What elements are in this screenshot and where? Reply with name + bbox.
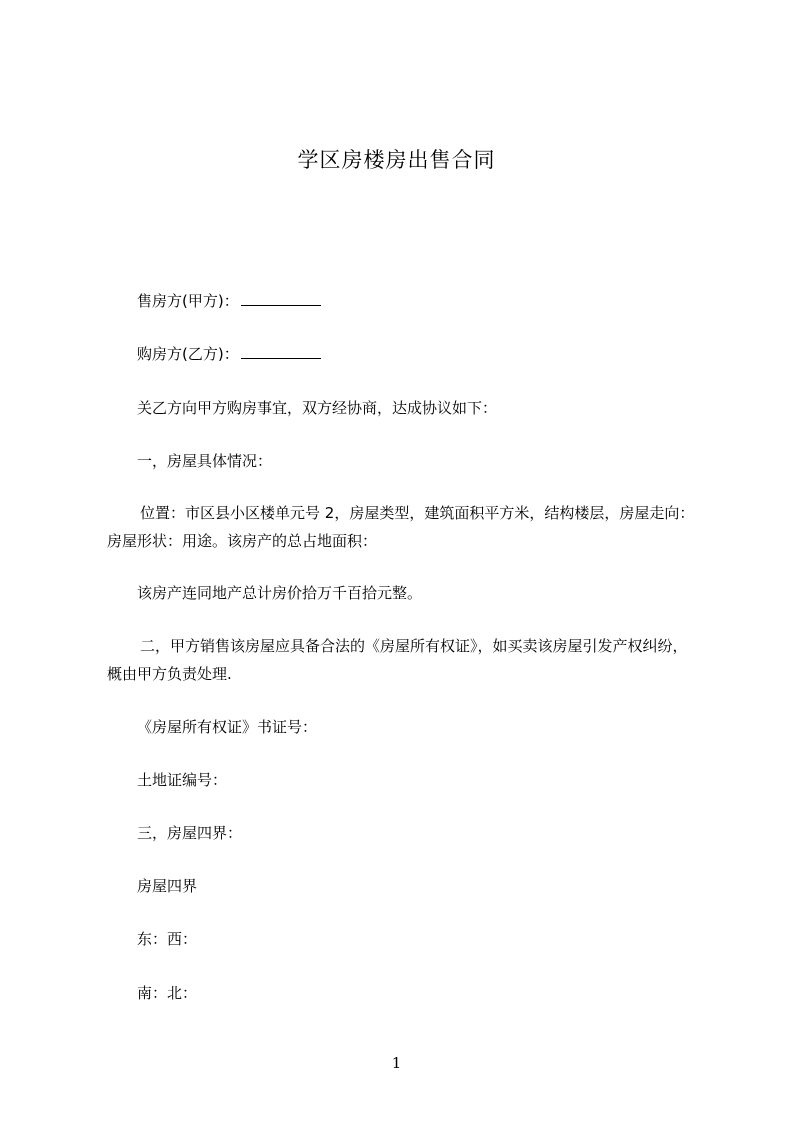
buyer-label: 购房方(乙方)：	[137, 345, 239, 363]
east-west-line: 东：西：	[137, 930, 198, 948]
intro-paragraph: 关乙方向甲方购房事宜，双方经协商，达成协议如下：	[137, 399, 498, 417]
section2-paragraph: 二，甲方销售该房屋应具备合法的《房屋所有权证》，如买卖该房屋引发产权纠纷，概由甲方负责处理.	[107, 637, 688, 683]
south-north-line: 南：北：	[137, 984, 198, 1002]
buyer-line	[107, 340, 697, 368]
boundaries-label: 房屋四界	[137, 877, 198, 895]
section1-heading: 一，房屋具体情况：	[137, 452, 273, 470]
section3-heading: 三，房屋四界：	[137, 824, 243, 842]
seller-label: 售房方(甲方)：	[137, 292, 239, 310]
land-certificate-number: 土地证编号：	[137, 771, 228, 789]
page-number: 1	[391, 1054, 402, 1072]
seller-blank	[241, 293, 321, 306]
document-title: 学区房楼房出售合同	[297, 148, 496, 172]
certificate-number: 《房屋所有权证》书证号：	[137, 718, 318, 736]
seller-line	[107, 287, 697, 315]
buyer-blank	[241, 346, 321, 359]
price-paragraph: 该房产连同地产总计房价拾万千百拾元整。	[137, 584, 423, 602]
location-paragraph: 位置：市区县小区楼单元号 2，房屋类型，建筑面积平方米，结构楼层，房屋走向：房屋形状：用途。该房产的总占地面积：	[107, 504, 695, 550]
